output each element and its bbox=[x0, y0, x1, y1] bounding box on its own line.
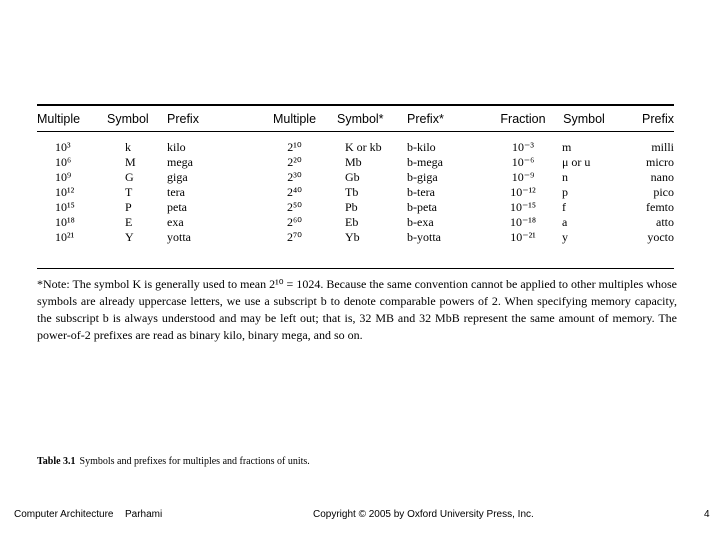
header-fraction-prefix: Prefix bbox=[642, 111, 674, 126]
table-row bbox=[37, 155, 674, 170]
header-binary-symbol: Symbol* bbox=[337, 111, 384, 126]
cell-binary-prefix: b-mega bbox=[407, 155, 443, 169]
cell-fraction: 10⁻¹⁵ bbox=[509, 200, 537, 214]
table-bottom-rule bbox=[37, 268, 674, 269]
cell-prefix: kilo bbox=[167, 140, 186, 154]
cell-binary-prefix: b-kilo bbox=[407, 140, 436, 154]
table-caption bbox=[37, 456, 310, 467]
cell-fraction-prefix: pico bbox=[653, 185, 674, 199]
cell-symbol: P bbox=[125, 200, 132, 214]
cell-fraction-prefix: micro bbox=[646, 155, 674, 169]
cell-fraction-symbol: μ or u bbox=[562, 155, 591, 169]
cell-multiple: 10¹² bbox=[55, 185, 75, 199]
cell-fraction-prefix: milli bbox=[651, 140, 674, 154]
cell-multiple: 10⁹ bbox=[55, 170, 72, 184]
cell-prefix: mega bbox=[167, 155, 193, 169]
cell-symbol: G bbox=[125, 170, 134, 184]
cell-binary-symbol: Mb bbox=[345, 155, 362, 169]
cell-fraction-prefix: femto bbox=[646, 200, 674, 214]
cell-fraction-symbol: f bbox=[562, 200, 566, 214]
cell-fraction-symbol: y bbox=[562, 230, 568, 244]
table-row bbox=[37, 230, 674, 245]
cell-multiple: 10¹⁵ bbox=[55, 200, 75, 214]
cell-binary-symbol: K or kb bbox=[345, 140, 382, 154]
cell-multiple: 10¹⁸ bbox=[55, 215, 75, 229]
cell-fraction: 10⁻¹² bbox=[510, 185, 536, 199]
table-note: *Note: The symbol K is generally used to mean 2¹⁰ = 1024. Because the same convention cannot be applied to other multiples whose symbols are already uppercase letters, we use a subscript b to denote comparable powers of 2. When specifying memory capacity, the subscript b is always understood and may be left out; that is, 32 MB and 32 MbB represent the same amount of memory. The power-of-2 prefixes are read as binary kilo, binary mega, and so on. bbox=[37, 277, 677, 342]
cell-fraction-prefix: yocto bbox=[647, 230, 674, 244]
cell-fraction-prefix: nano bbox=[650, 170, 674, 184]
cell-binary-symbol: Tb bbox=[345, 185, 359, 199]
cell-prefix: peta bbox=[167, 200, 187, 214]
cell-symbol: Y bbox=[125, 230, 134, 244]
cell-fraction: 10⁻²¹ bbox=[510, 230, 536, 244]
table-body bbox=[37, 140, 674, 245]
cell-symbol: E bbox=[125, 215, 133, 229]
table-row bbox=[37, 170, 674, 185]
header-prefix: Prefix bbox=[167, 111, 199, 126]
cell-prefix: yotta bbox=[167, 230, 191, 244]
cell-fraction-symbol: n bbox=[562, 170, 568, 184]
cell-binary-multiple: 2⁷⁰ bbox=[287, 230, 302, 244]
header-fraction: Fraction bbox=[500, 111, 546, 126]
caption-text: Symbols and prefixes for multiples and fractions of units. bbox=[79, 456, 310, 467]
cell-binary-prefix: b-peta bbox=[407, 200, 437, 214]
cell-multiple: 10²¹ bbox=[55, 230, 75, 244]
cell-binary-symbol: Gb bbox=[345, 170, 360, 184]
header-multiple: Multiple bbox=[37, 111, 81, 126]
footer-copyright: Copyright © 2005 by Oxford University Press, Inc. bbox=[313, 509, 534, 520]
page-number: 4 bbox=[704, 509, 710, 520]
table-row bbox=[37, 200, 674, 215]
cell-prefix: giga bbox=[167, 170, 188, 184]
cell-fraction: 10⁻⁶ bbox=[511, 155, 535, 169]
table-row bbox=[37, 185, 674, 200]
cell-fraction-prefix: atto bbox=[656, 215, 674, 229]
cell-binary-multiple: 2⁴⁰ bbox=[287, 185, 302, 199]
footer-course: Computer Architecture bbox=[14, 509, 114, 520]
cell-fraction: 10⁻³ bbox=[512, 140, 534, 154]
cell-fraction-symbol: a bbox=[562, 215, 568, 229]
cell-binary-prefix: b-yotta bbox=[407, 230, 441, 244]
cell-binary-symbol: Yb bbox=[345, 230, 360, 244]
cell-multiple: 10³ bbox=[55, 140, 71, 154]
header-binary-prefix: Prefix* bbox=[407, 111, 444, 126]
units-table bbox=[37, 106, 674, 245]
footer-author: Parhami bbox=[125, 509, 163, 520]
cell-binary-multiple: 2²⁰ bbox=[287, 155, 302, 169]
cell-multiple: 10⁶ bbox=[55, 155, 72, 169]
cell-binary-multiple: 2¹⁰ bbox=[287, 140, 302, 154]
cell-binary-symbol: Pb bbox=[345, 200, 358, 214]
cell-binary-symbol: Eb bbox=[345, 215, 359, 229]
cell-symbol: k bbox=[125, 140, 131, 154]
cell-prefix: tera bbox=[167, 185, 185, 199]
cell-binary-prefix: b-giga bbox=[407, 170, 438, 184]
cell-symbol: T bbox=[125, 185, 133, 199]
cell-binary-multiple: 2⁵⁰ bbox=[287, 200, 302, 214]
cell-fraction: 10⁻⁹ bbox=[511, 170, 535, 184]
header-symbol: Symbol bbox=[107, 111, 149, 126]
cell-fraction-symbol: p bbox=[562, 185, 568, 199]
cell-binary-multiple: 2⁶⁰ bbox=[287, 215, 302, 229]
cell-prefix: exa bbox=[167, 215, 184, 229]
table-row bbox=[37, 215, 674, 230]
cell-binary-multiple: 2³⁰ bbox=[287, 170, 302, 184]
table-row bbox=[37, 140, 674, 155]
cell-binary-prefix: b-exa bbox=[407, 215, 434, 229]
cell-symbol: M bbox=[125, 155, 136, 169]
cell-fraction-symbol: m bbox=[562, 140, 572, 154]
header-fraction-symbol: Symbol bbox=[563, 111, 605, 126]
cell-binary-prefix: b-tera bbox=[407, 185, 435, 199]
cell-fraction: 10⁻¹⁸ bbox=[509, 215, 537, 229]
caption-label: Table 3.1 bbox=[37, 456, 76, 467]
table-header bbox=[37, 106, 674, 140]
header-binary-multiple: Multiple bbox=[272, 111, 317, 126]
